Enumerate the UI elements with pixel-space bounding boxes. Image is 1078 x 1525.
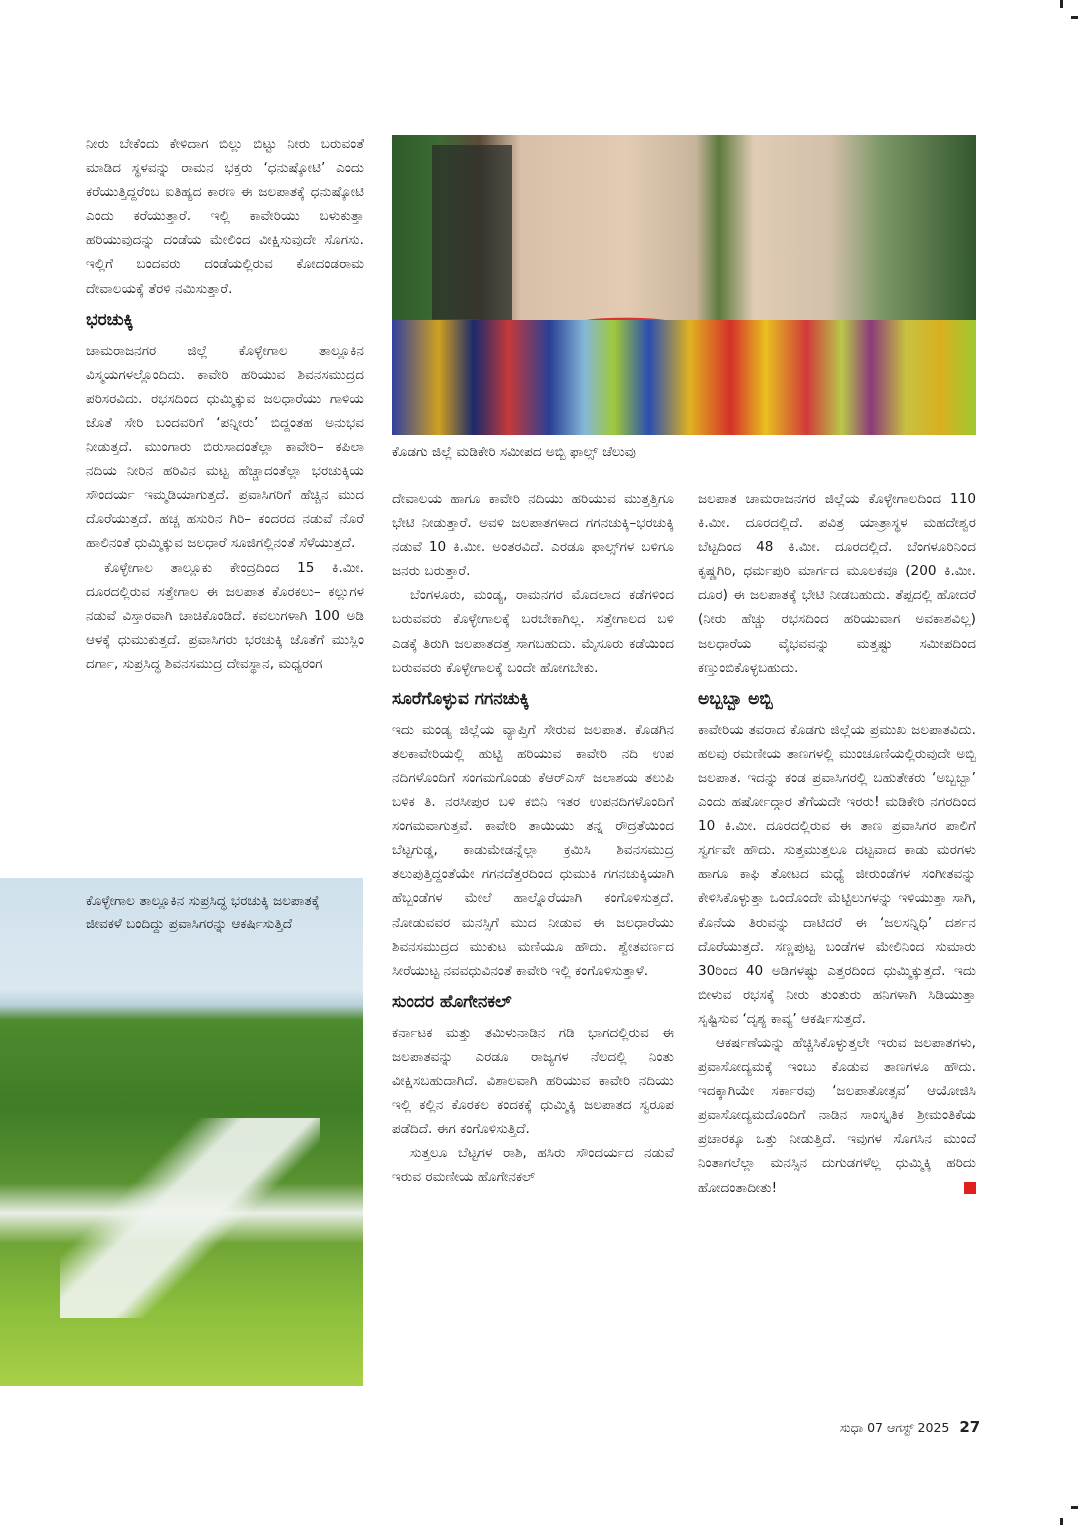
paragraph: ಜಲಪಾತ ಚಾಮರಾಜನಗರ ಜಿಲ್ಲೆಯ ಕೊಳ್ಳೇಗಾಲದಿಂದ 110 ಕಿ.ಮೀ. ದೂರದಲ್ಲಿದೆ. ಪವಿತ್ರ ಯಾತ್ರಾಸ್ಥಳ ಮಹದೇಶ್ವರ ಬೆಟ್ಟದಿಂದ 48 ಕಿ.ಮೀ. ದೂರದಲ್ಲಿದೆ. ಬೆಂಗಳೂರಿನಿಂದ ಕೃಷ್ಣಗಿರಿ, ಧರ್ಮಪುರಿ ಮಾರ್ಗದ ಮೂಲಕವೂ (200 ಕಿ.ಮೀ. ದೂರ) ಈ ಜಲಪಾತಕ್ಕೆ ಭೇಟಿ ನೀಡಬಹುದು. ತೆಪ್ಪದಲ್ಲಿ ಹೋದರೆ (ನೀರು ಹೆಚ್ಚು ರಭಸದಿಂದ ಹರಿಯುವಾಗ ಅವಕಾಶವಿಲ್ಲ) ಜಲಧಾರೆಯ ವೈಭವವನ್ನು ಮತ್ತಷ್ಟು ಸಮೀಪದಿಂದ ಕಣ್ತುಂಬಿಕೊಳ್ಳಬಹುದು.	[698, 491, 976, 676]
section-heading: ಭರಚುಕ್ಕಿ	[86, 309, 134, 330]
crowd-in-raincoats	[392, 320, 976, 435]
crop-mark	[1060, 1518, 1063, 1525]
article-column-1	[86, 132, 364, 676]
end-of-article-mark	[964, 1182, 976, 1194]
paragraph-text: ಆಕರ್ಷಣೆಯನ್ನು ಹೆಚ್ಚಿಸಿಕೊಳ್ಳುತ್ತಲೇ ಇರುವ ಜಲಪಾತಗಳು, ಪ್ರವಾಸೋದ್ಯಮಕ್ಕೆ ಇಂಬು ಕೊಡುವ ತಾಣಗಳೂ ಹೌದು. ಇದಕ್ಕಾಗಿಯೇ ಸರ್ಕಾರವು ‘ಜಲಪಾತೋತ್ಸವ’ ಆಯೋಜಿಸಿ ಪ್ರವಾಸೋದ್ಯಮದೊಂದಿಗೆ ನಾಡಿನ ಸಾಂಸ್ಕೃತಿಕ ಶ್ರೀಮಂತಿಕೆಯ ಪ್ರಚಾರಕ್ಕೂ ಒತ್ತು ನೀಡುತ್ತಿದೆ. ಇವುಗಳ ಸೊಗಸಿನ ಮುಂದೆ ನಿಂತಾಗಲೆಲ್ಲಾ ಮನಸ್ಸಿನ ದುಗುಡಗಳೆಲ್ಲ ಧುಮ್ಮಿಕ್ಕಿ ಹರಿದು ಹೋದಂತಾದೀತು!	[698, 1034, 976, 1196]
page-number: 27	[959, 1418, 981, 1436]
paragraph: ಕಾವೇರಿಯ ತವರಾದ ಕೊಡಗು ಜಿಲ್ಲೆಯ ಪ್ರಮುಖ ಜಲಪಾತವಿದು. ಹಲವು ರಮಣೀಯ ತಾಣಗಳಲ್ಲಿ ಮುಂಚೂಣಿಯಲ್ಲಿರುವುದೇ ಅಬ್ಬಿ ಜಲಪಾತ. ಇದನ್ನು ಕಂಡ ಪ್ರವಾಸಿಗರಲ್ಲಿ ಬಹುತೇಕರು ‘ಅಬ್ಬಬ್ಬಾ’ ಎಂದು ಹರ್ಷೋದ್ಗಾರ ತೆಗೆಯದೇ ಇರರು! ಮಡಿಕೇರಿ ನಗರದಿಂದ 10 ಕಿ.ಮೀ. ದೂರದಲ್ಲಿರುವ ಈ ತಾಣ ಪ್ರವಾಸಿಗರ ಪಾಲಿಗೆ ಸ್ವರ್ಗವೇ ಹೌದು. ಸುತ್ತಮುತ್ತಲೂ ದಟ್ಟವಾದ ಕಾಡು ಮರಗಳು ಹಾಗೂ ಕಾಫಿ ತೋಟದ ಮಧ್ಯೆ ಜೀರುಂಡೆಗಳ ಸಂಗೀತವನ್ನು ಕೇಳಿಸಿಕೊಳ್ಳುತ್ತಾ ಒಂದೊಂದೇ ಮೆಟ್ಟಿಲುಗಳನ್ನು ಇಳಿಯುತ್ತಾ ಸಾಗಿ, ಕೊನೆಯ ತಿರುವನ್ನು ದಾಟಿದರೆ ಈ ‘ಜಲಸನ್ನಿಧಿ’ ದರ್ಶನ ದೊರೆಯುತ್ತದೆ. ಸಣ್ಣಪುಟ್ಟ ಬಂಡೆಗಳ ಮೇಲಿನಿಂದ ಸುಮಾರು 30ರಿಂದ 40 ಅಡಿಗಳಷ್ಟು ಎತ್ತರದಿಂದ ಧುಮ್ಮಿಕ್ಕುತ್ತದೆ. ಇದು ಬೀಳುವ ರಭಸಕ್ಕೆ ನೀರು ತುಂತುರು ಹನಿಗಳಾಗಿ ಸಿಡಿಯುತ್ತಾ ಸೃಷ್ಟಿಸುವ ‘ದೃಶ್ಯ ಕಾವ್ಯ’ ಆಕರ್ಷಿಸುತ್ತದೆ.	[698, 721, 976, 1027]
section-heading: ಸೂರೆಗೊಳ್ಳುವ ಗಗನಚುಕ್ಕಿ	[392, 688, 530, 709]
section-heading: ಅಬ್ಬಬ್ಬಾ ಅಬ್ಬಿ	[698, 688, 773, 709]
crop-mark	[1060, 0, 1063, 8]
paragraph: ಕರ್ನಾಟಕ ಮತ್ತು ತಮಿಳುನಾಡಿನ ಗಡಿ ಭಾಗದಲ್ಲಿರುವ ಈ ಜಲಪಾತವನ್ನು ಎರಡೂ ರಾಜ್ಯಗಳ ನೆಲದಲ್ಲಿ ನಿಂತು ವೀಕ್ಷಿಸಬಹುದಾಗಿದೆ. ವಿಶಾಲವಾಗಿ ಹರಿಯುವ ಕಾವೇರಿ ನದಿಯು ಇಲ್ಲಿ ಕಲ್ಲಿನ ಕೊರಕಲ ಕಂದಕಕ್ಕೆ ಧುಮ್ಮಿಕ್ಕಿ ಜಲಪಾತದ ಸ್ವರೂಪ ಪಡೆದಿದೆ. ಈಗ ಕಂಗೊಳಿಸುತ್ತಿದೆ.	[392, 1024, 674, 1138]
bharachukki-falls-photo	[0, 878, 363, 1386]
paragraph	[698, 1031, 976, 1200]
magazine-name: ಸುಧಾ	[840, 1420, 864, 1435]
waterfall-cascade	[60, 1118, 320, 1318]
crop-mark	[1071, 16, 1078, 19]
issue-date: 07 ಆಗಸ್ಟ್ 2025	[867, 1420, 950, 1435]
paragraph: ದೇವಾಲಯ ಹಾಗೂ ಕಾವೇರಿ ನದಿಯು ಹರಿಯುವ ಮುತ್ತತ್ತಿಗೂ ಭೇಟಿ ನೀಡುತ್ತಾರೆ. ಅವಳಿ ಜಲಪಾತಗಳಾದ ಗಗನಚುಕ್ಕಿ–ಭರಚುಕ್ಕಿ ನಡುವೆ 10 ಕಿ.ಮೀ. ಅಂತರವಿದೆ. ಎರಡೂ ಫಾಲ್ಸ್‌ಗಳ ಬಳಿಗೂ ಜನರು ಬರುತ್ತಾರೆ.	[392, 491, 674, 580]
top-photo-caption: ಕೊಡಗು ಜಿಲ್ಲೆ ಮಡಿಕೇರಿ ಸಮೀಪದ ಅಬ್ಬಿ ಫಾಲ್ಸ್ ಚೆಲುವು	[392, 444, 636, 460]
abbi-falls-photo	[392, 135, 976, 435]
section-heading: ಸುಂದರ ಹೊಗೇನಕಲ್	[392, 991, 512, 1012]
article-column-2	[392, 487, 674, 1189]
article-column-3	[698, 487, 976, 1200]
bottom-photo-caption: ಕೊಳ್ಳೇಗಾಲ ತಾಲ್ಲೂಕಿನ ಸುಪ್ರಸಿದ್ಧ ಭರಚುಕ್ಕಿ ಜಲಪಾತಕ್ಕೆ ಜೀವಕಳೆ ಬಂದಿದ್ದು ಪ್ರವಾಸಿಗರನ್ನು ಆಕರ್ಷಿಸುತ್ತಿದೆ	[86, 893, 320, 932]
paragraph: ಬೆಂಗಳೂರು, ಮಂಡ್ಯ, ರಾಮನಗರ ಮೊದಲಾದ ಕಡೆಗಳಿಂದ ಬರುವವರು ಕೊಳ್ಳೇಗಾಲಕ್ಕೆ ಬರಬೇಕಾಗಿಲ್ಲ. ಸತ್ತೇಗಾಲದ ಬಳಿ ಎಡಕ್ಕೆ ತಿರುಗಿ ಜಲಪಾತದತ್ತ ಸಾಗಬಹುದು. ಮೈಸೂರು ಕಡೆಯಿಂದ ಬರುವವರು ಕೊಳ್ಳೇಗಾಲಕ್ಕೆ ಬಂದೇ ಹೋಗಬೇಕು.	[392, 587, 674, 676]
paragraph: ಕೊಳ್ಳೇಗಾಲ ತಾಲ್ಲೂಕು ಕೇಂದ್ರದಿಂದ 15 ಕಿ.ಮೀ. ದೂರದಲ್ಲಿರುವ ಸತ್ತೇಗಾಲ ಈ ಜಲಪಾತ ಕೊರಕಲು– ಕಲ್ಲುಗಳ ನಡುವೆ ವಿಸ್ತಾರವಾಗಿ ಚಾಚಿಕೊಂಡಿದೆ. ಕವಲುಗಳಾಗಿ 100 ಅಡಿ ಆಳಕ್ಕೆ ಧುಮುಕುತ್ತದೆ. ಪ್ರವಾಸಿಗರು ಭರಚುಕ್ಕಿ ಜೊತೆಗೆ ಮುಸ್ಲಿಂ ದರ್ಗಾ, ಸುಪ್ರಸಿದ್ಧ ಶಿವನಸಮುದ್ರ ದೇವಸ್ಥಾನ, ಮಧ್ಯರಂಗ	[86, 559, 364, 672]
page-folio	[840, 1418, 980, 1436]
crop-mark	[1071, 1506, 1078, 1509]
paragraph: ಸುತ್ತಲೂ ಬೆಟ್ಟಗಳ ರಾಶಿ, ಹಸಿರು ಸೌಂದರ್ಯದ ನಡುವೆ ಇರುವ ರಮಣೀಯ ಹೊಗೇನಕಲ್	[392, 1145, 674, 1186]
paragraph: ನೀರು ಬೇಕೆಂದು ಕೇಳಿದಾಗ ಬಿಲ್ಲು ಬಿಟ್ಟು ನೀರು ಬರುವಂತೆ ಮಾಡಿದ ಸ್ಥಳವನ್ನು ರಾಮನ ಭಕ್ತರು ‘ಧನುಷ್ಕೋಟಿ’ ಎಂದು ಕರೆಯುತ್ತಿದ್ದರೆಂಬ ಐತಿಹ್ಯದ ಕಾರಣ ಈ ಜಲಪಾತಕ್ಕೆ ಧನುಷ್ಕೋಟಿ ಎಂದು ಕರೆಯುತ್ತಾರೆ. ಇಲ್ಲಿ ಕಾವೇರಿಯು ಬಳುಕುತ್ತಾ ಹರಿಯುವುದನ್ನು ದಂಡೆಯ ಮೇಲಿಂದ ವೀಕ್ಷಿಸುವುದೇ ಸೊಗಸು. ಇಲ್ಲಿಗೆ ಬಂದವರು ದಂಡೆಯಲ್ಲಿರುವ ಕೋದಂಡರಾಮ ದೇವಾಲಯಕ್ಕೆ ತೆರಳಿ ನಮಿಸುತ್ತಾರೆ.	[86, 136, 364, 297]
paragraph: ಚಾಮರಾಜನಗರ ಜಿಲ್ಲೆ ಕೊಳ್ಳೇಗಾಲ ತಾಲ್ಲೂಕಿನ ವಿಸ್ಮಯಗಳಲ್ಲೊಂದಿದು. ಕಾವೇರಿ ಹರಿಯುವ ಶಿವನಸಮುದ್ರದ ಪರಿಸರವಿದು. ರಭಸದಿಂದ ಧುಮ್ಮಿಕ್ಕುವ ಜಲಧಾರೆಯು ಗಾಳಿಯ ಜೊತೆ ಸೇರಿ ಬಂದವರಿಗೆ ‘ಪನ್ನೀರು’ ಬಿದ್ದಂತಹ ಅನುಭವ ನೀಡುತ್ತದೆ. ಮುಂಗಾರು ಬಿರುಸಾದಂತೆಲ್ಲಾ ಕಾವೇರಿ– ಕಪಿಲಾ ನದಿಯ ನೀರಿನ ಹರಿವಿನ ಮಟ್ಟ ಹೆಚ್ಚಾದಂತೆಲ್ಲಾ ಭರಚುಕ್ಕಿಯ ಸೌಂದರ್ಯ ಇಮ್ಮಡಿಯಾಗುತ್ತದೆ. ಪ್ರವಾಸಿಗರಿಗೆ ಹೆಚ್ಚಿನ ಮುದ ದೊರೆಯುತ್ತದೆ. ಹಚ್ಚ ಹಸುರಿನ ಗಿರಿ– ಕಂದರದ ನಡುವೆ ನೊರೆ ಹಾಲಿನಂತೆ ಧುಮ್ಮಿಕ್ಕುವ ಜಲಧಾರೆ ಸೂಜಿಗಲ್ಲಿನಂತೆ ಸೆಳೆಯುತ್ತದೆ.	[86, 342, 364, 552]
paragraph: ಇದು ಮಂಡ್ಯ ಜಿಲ್ಲೆಯ ವ್ಯಾಪ್ತಿಗೆ ಸೇರುವ ಜಲಪಾತ. ಕೊಡಗಿನ ತಲಕಾವೇರಿಯಲ್ಲಿ ಹುಟ್ಟಿ ಹರಿಯುವ ಕಾವೇರಿ ನದಿ ಉಪ ನದಿಗಳೊಂದಿಗೆ ಸಂಗಮಗೊಂಡು ಕೆಆರ್‌ಎಸ್ ಜಲಾಶಯ ತಲುಪಿ ಬಳಿಕ ತಿ. ನರಸೀಪುರ ಬಳಿ ಕಬಿನಿ ಇತರ ಉಪನದಿಗಳೊಂದಿಗೆ ಸಂಗಮವಾಗುತ್ತವೆ. ಕಾವೇರಿ ತಾಯಿಯು ತನ್ನ ರೌದ್ರತೆಯಿಂದ ಬೆಟ್ಟಗುಡ್ಡ, ಕಾಡುಮೇಡನ್ನೆಲ್ಲಾ ಕ್ರಮಿಸಿ ಶಿವನಸಮುದ್ರ ತಲುಪುತ್ತಿದ್ದಂತೆಯೇ ಗಗನದೆತ್ತರದಿಂದ ಧುಮುಕಿ ಗಗನಚುಕ್ಕಿಯಾಗಿ ಹೆಬ್ಬಂಡೆಗಳ ಮೇಲೆ ಹಾಲ್ನೊರೆಯಾಗಿ ಕಂಗೊಳಿಸುತ್ತದೆ. ನೋಡುವವರ ಮನಸ್ಸಿಗೆ ಮುದ ನೀಡುವ ಈ ಜಲಧಾರೆಯು ಶಿವನಸಮುದ್ರದ ಮುಕುಟ ಮಣಿಯೂ ಹೌದು. ಶ್ವೇತವರ್ಣದ ಸೀರೆಯುಟ್ಟ ನವವಧುವಿನಂತೆ ಕಾವೇರಿ ಇಲ್ಲಿ ಕಂಗೊಳಿಸುತ್ತಾಳೆ.	[392, 721, 674, 979]
